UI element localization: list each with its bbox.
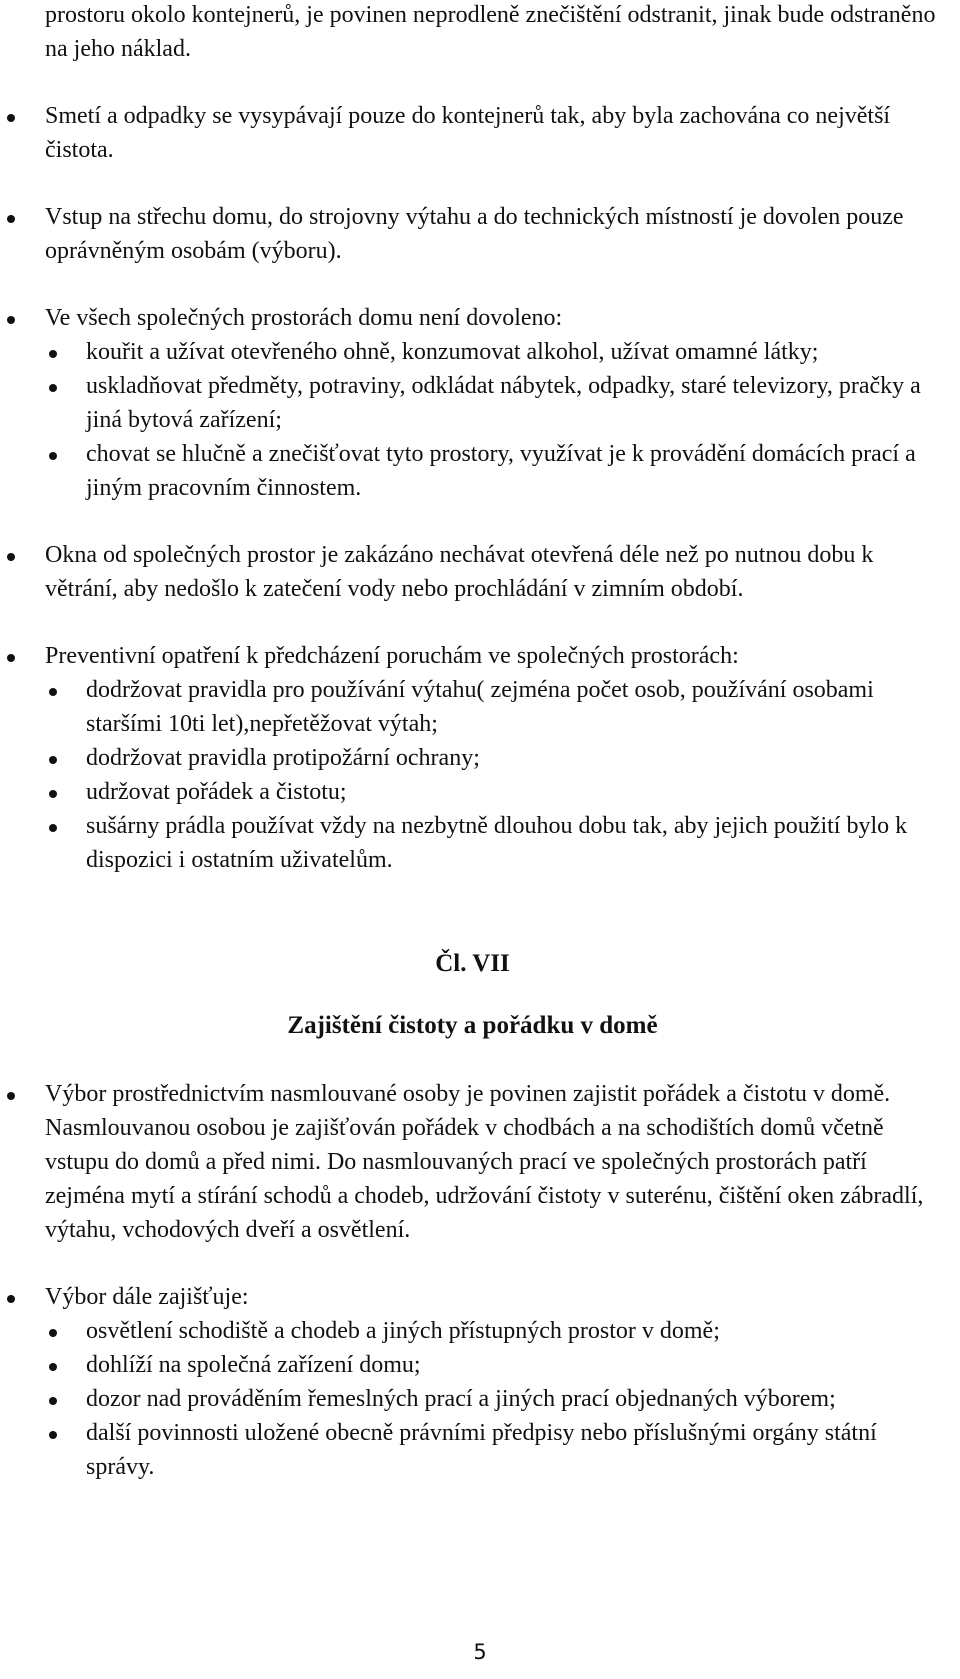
list-item-text: Vstup na střechu domu, do strojovny výtahu a do technických místností je dovolen pouze oprávněným osobám (výboru).	[45, 204, 904, 264]
list-item-forbidden	[45, 301, 945, 505]
sub-list-item-text: sušárny prádla používat vždy na nezbytně dlouhou dobu tak, aby jejich použití bylo k dispozici i ostatním uživatelům.	[86, 813, 908, 873]
bullet-icon	[49, 350, 57, 358]
article-number: Čl. VII	[435, 950, 510, 977]
list-item	[45, 200, 945, 268]
bullet-icon	[7, 1295, 15, 1303]
list-item-text: Smetí a odpadky se vysypávají pouze do kontejnerů tak, aby byla zachována co největší čistota.	[45, 103, 891, 163]
sub-list-item	[0, 741, 945, 775]
sub-list-item	[0, 1416, 945, 1484]
list-item	[45, 1077, 945, 1247]
list-item-text: Ve všech společných prostorách domu není dovoleno:	[45, 305, 563, 331]
list-item-text: Výbor dále zajišťuje:	[45, 1284, 249, 1310]
sub-list-item	[0, 775, 945, 809]
sub-list-item	[0, 335, 945, 369]
bullet-icon	[7, 1092, 15, 1100]
list-item	[45, 99, 945, 167]
sub-list-item	[0, 673, 945, 741]
bullet-icon	[49, 1397, 57, 1405]
bullet-icon	[49, 824, 57, 832]
continuation-paragraph	[45, 0, 945, 66]
sub-list-item-text: chovat se hlučně a znečišťovat tyto prostory, využívat je k provádění domácích prací a jiným pracovním činnostem.	[86, 441, 916, 501]
bullet-icon	[49, 790, 57, 798]
sub-list-item-text: dohlíží na společná zařízení domu;	[86, 1352, 421, 1378]
bullet-icon	[7, 654, 15, 662]
sub-list-item	[0, 369, 945, 437]
article-title: Zajištění čistoty a pořádku v domě	[287, 1012, 658, 1039]
bullet-icon	[49, 384, 57, 392]
bullet-icon	[49, 1363, 57, 1371]
sub-list-item-text: udržovat pořádek a čistotu;	[86, 779, 347, 805]
sub-list-item-text: uskladňovat předměty, potraviny, odkládat nábytek, odpadky, staré televizory, pračky a jiná bytová zařízení;	[86, 373, 921, 433]
sub-list-item-text: další povinnosti uložené obecně právními předpisy nebo příslušnými orgány státní správy.	[86, 1420, 877, 1480]
list-item	[45, 538, 945, 606]
sub-list-item-text: dodržovat pravidla pro používání výtahu( zejména počet osob, používání osobami staršími 10ti let),nepřetěžovat výtah;	[86, 677, 874, 737]
bullet-icon	[49, 756, 57, 764]
sub-list-item-text: dodržovat pravidla protipožární ochrany;	[86, 745, 480, 771]
list-item-text: Preventivní opatření k předcházení poruchám ve společných prostorách:	[45, 643, 739, 669]
sub-list-item	[0, 437, 945, 505]
bullet-icon	[49, 1431, 57, 1439]
list-item-text: Okna od společných prostor je zakázáno nechávat otevřená déle než po nutnou dobu k větrání, aby nedošlo k zatečení vody nebo prochládání v zimním období.	[45, 542, 874, 602]
sub-list-item	[0, 1382, 945, 1416]
bullet-icon	[7, 114, 15, 122]
bullet-icon	[7, 215, 15, 223]
list-item-committee-further	[45, 1280, 945, 1484]
list-item-text: Výbor prostřednictvím nasmlouvané osoby je povinen zajistit pořádek a čistotu v domě. Nasmlouvanou osobou je zajišťován pořádek v chodbách a na schodištích domů včetně vstupu do domů a před nimi. Do nasmlouvaných prací ve společných prostorách patří zejména mytí a stírání schodů a chodeb, udržování čistoty v suterénu, čištění oken zábradlí, výtahu, vchodových dveří a osvětlení.	[45, 1081, 924, 1243]
bullet-icon	[49, 1329, 57, 1337]
sub-list-item	[0, 1348, 945, 1382]
list-item-preventive	[45, 639, 945, 877]
bullet-icon	[7, 316, 15, 324]
sub-list-item	[0, 1314, 945, 1348]
continuation-text: prostoru okolo kontejnerů, je povinen neprodleně znečištění odstranit, jinak bude odstraněno na jeho náklad.	[45, 2, 936, 62]
sub-list-item-text: kouřit a užívat otevřeného ohně, konzumovat alkohol, užívat omamné látky;	[86, 339, 819, 365]
bullet-icon	[7, 553, 15, 561]
sub-list-item	[0, 809, 945, 877]
bullet-icon	[49, 688, 57, 696]
bullet-icon	[49, 452, 57, 460]
sub-list-item-text: osvětlení schodiště a chodeb a jiných přístupných prostor v domě;	[86, 1318, 720, 1344]
document-body	[45, 0, 945, 1484]
sub-list-item-text: dozor nad prováděním řemeslných prací a jiných prací objednaných výborem;	[86, 1386, 836, 1412]
page-number: 5	[473, 1640, 487, 1664]
